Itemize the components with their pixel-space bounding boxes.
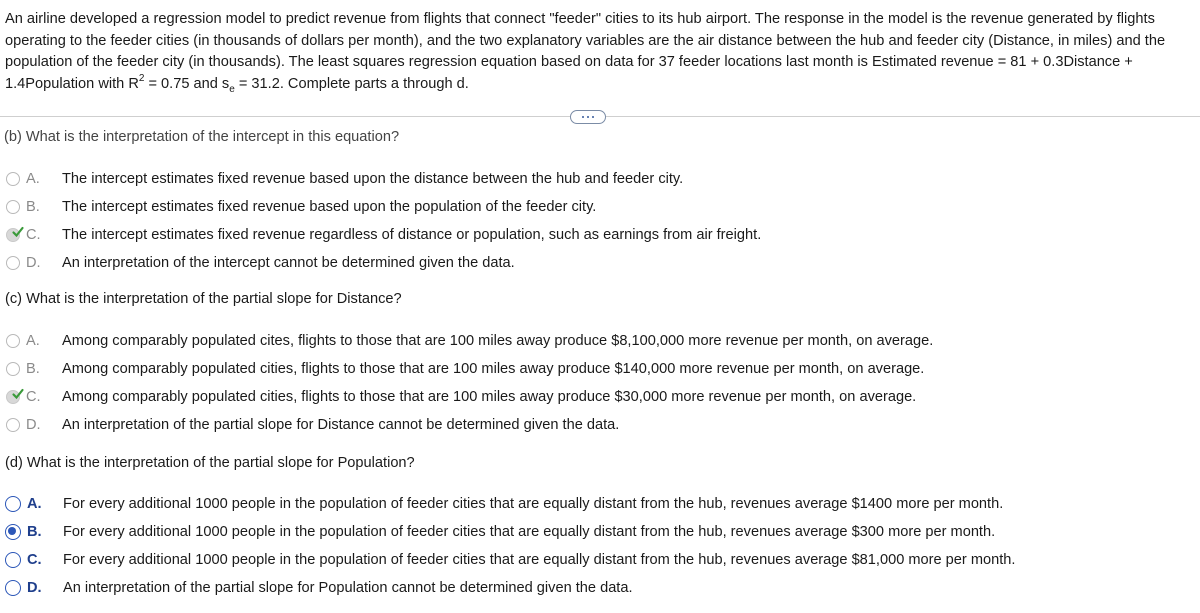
radio-icon[interactable] xyxy=(6,172,20,186)
question-d: (d) What is the interpretation of the partial slope for Population? xyxy=(5,455,415,471)
option-letter: A. xyxy=(27,496,42,512)
problem-text-2: = 0.75 and s xyxy=(144,75,230,92)
radio-icon[interactable] xyxy=(6,362,20,376)
option-text: An interpretation of the intercept cannot be determined given the data. xyxy=(62,255,515,271)
option-d-a[interactable] xyxy=(6,494,1003,514)
option-c-d[interactable] xyxy=(6,415,619,435)
option-letter: C. xyxy=(26,227,41,243)
option-b-b[interactable] xyxy=(6,197,596,217)
option-b-c[interactable] xyxy=(6,225,761,245)
problem-text: An airline developed a regression model to predict revenue from flights that connect "feeder" cities to its hub airport. The response in the model is the revenue generated by flights operating to the feeder cities (in thousands of dollars per month), and the two explanatory variables are the air distance between the hub and feeder city (Distance, in miles) and the population of the feeder city (in thousands). The least squares regression equation based on data for 37 feeder locations last month is Estimated revenue = 81 + 0.3Distance + 1.4Population with R xyxy=(5,11,1166,92)
question-c: (c) What is the interpretation of the partial slope for Distance? xyxy=(5,291,402,307)
radio-icon[interactable] xyxy=(5,580,21,596)
option-text: For every additional 1000 people in the population of feeder cities that are equally distant from the hub, revenues average $1400 more per month. xyxy=(63,496,1004,512)
radio-icon[interactable] xyxy=(6,418,20,432)
option-letter: A. xyxy=(26,171,40,187)
radio-icon[interactable] xyxy=(6,200,20,214)
dot-icon xyxy=(587,116,589,118)
option-letter: D. xyxy=(26,417,41,433)
option-letter: D. xyxy=(26,255,41,271)
cut-off-question-text: (b) What is the interpretation of the intercept in this equation? xyxy=(4,129,400,145)
radio-icon[interactable] xyxy=(6,334,20,348)
option-b-d[interactable] xyxy=(6,253,515,273)
option-d-b[interactable] xyxy=(6,522,995,542)
cut-off-question xyxy=(4,129,400,146)
option-text: Among comparably populated cities, flights to those that are 100 miles away produce $140,000 more revenue per month, on average. xyxy=(62,361,925,377)
option-c-c[interactable] xyxy=(6,387,916,407)
option-letter: B. xyxy=(26,361,40,377)
option-text: The intercept estimates fixed revenue based upon the distance between the hub and feeder city. xyxy=(62,171,684,187)
option-text: An interpretation of the partial slope for Population cannot be determined given the data. xyxy=(63,580,633,596)
expand-more-button[interactable] xyxy=(570,110,606,124)
option-d-d[interactable] xyxy=(6,578,633,598)
option-letter: B. xyxy=(26,199,40,215)
option-text: The intercept estimates fixed revenue based upon the population of the feeder city. xyxy=(62,199,597,215)
option-letter: C. xyxy=(26,389,41,405)
checkmark-icon xyxy=(12,226,24,238)
dot-icon xyxy=(582,116,584,118)
option-text: Among comparably populated cites, flights to those that are 100 miles away produce $8,100,000 more revenue per month, on average. xyxy=(62,333,934,349)
option-c-a[interactable] xyxy=(6,331,933,351)
radio-icon[interactable] xyxy=(5,496,21,512)
option-d-c[interactable] xyxy=(6,550,1015,570)
option-letter: D. xyxy=(27,580,42,596)
checkmark-icon xyxy=(12,388,24,400)
option-c-b[interactable] xyxy=(6,359,924,379)
option-letter: C. xyxy=(27,552,42,568)
option-text: The intercept estimates fixed revenue regardless of distance or population, such as earnings from air freight. xyxy=(62,227,762,243)
option-text: For every additional 1000 people in the population of feeder cities that are equally distant from the hub, revenues average $81,000 more per month. xyxy=(63,552,1016,568)
option-letter: B. xyxy=(27,524,42,540)
problem-text-3: = 31.2. Complete parts a through d. xyxy=(234,75,469,92)
radio-icon[interactable] xyxy=(5,552,21,568)
radio-icon[interactable] xyxy=(6,256,20,270)
se-subscript: e xyxy=(229,83,235,95)
option-text: An interpretation of the partial slope for Distance cannot be determined given the data. xyxy=(62,417,620,433)
radio-icon[interactable] xyxy=(6,228,20,242)
radio-icon[interactable] xyxy=(6,390,20,404)
r-squared-exponent: 2 xyxy=(138,72,145,84)
dot-icon xyxy=(592,116,594,118)
option-letter: A. xyxy=(26,333,40,349)
problem-statement xyxy=(5,9,1195,95)
option-b-a[interactable] xyxy=(6,169,683,189)
option-text: Among comparably populated cities, flights to those that are 100 miles away produce $30,000 more revenue per month, on average. xyxy=(62,389,917,405)
radio-icon[interactable] xyxy=(5,524,21,540)
option-text: For every additional 1000 people in the population of feeder cities that are equally distant from the hub, revenues average $300 more per month. xyxy=(63,524,996,540)
